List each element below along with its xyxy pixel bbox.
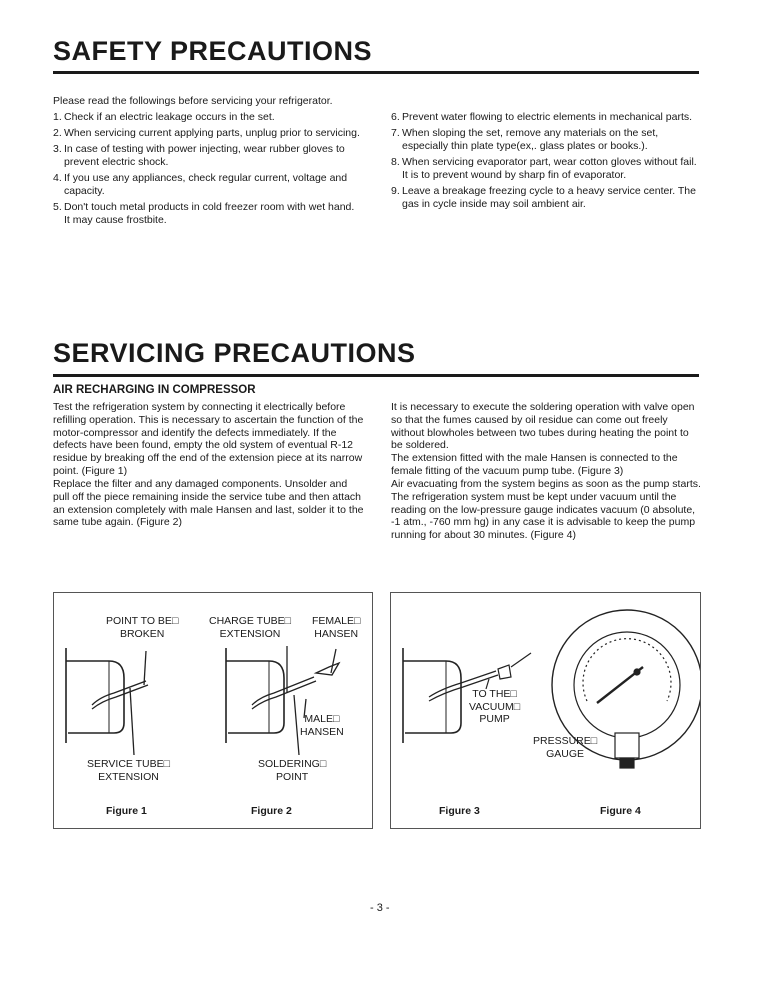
caption-figure-1: Figure 1 <box>106 805 147 817</box>
list-item: 3. In case of testing with power injecting, wear rubber gloves to prevent electric shock. <box>53 143 345 168</box>
servicing-rule <box>53 374 699 377</box>
list-item: 9. Leave a breakage freezing cycle to a heavy service center. The gas in cycle inside may soil ambient air. <box>391 185 696 210</box>
caption-figure-3: Figure 3 <box>439 805 480 817</box>
figure-box-1-2 <box>53 592 373 829</box>
label-to-the-vacuum-pump: TO THE□ VACUUM□ PUMP <box>469 688 521 725</box>
paragraph-soldering: It is necessary to execute the soldering operation with valve open so that the fumes caused by oil residue can come out freely without blowholes between two tubes during heating the point to be soldered. <box>391 401 695 452</box>
label-soldering-point: SOLDERING□ POINT <box>258 758 327 783</box>
label-charge-tube-extension: CHARGE TUBE□ EXTENSION <box>209 615 291 640</box>
safety-title: SAFETY PRECAUTIONS <box>53 36 373 66</box>
list-item: 4. If you use any appliances, check regular current, voltage and capacity. <box>53 172 348 197</box>
page-number: - 3 - <box>370 902 390 914</box>
caption-figure-2: Figure 2 <box>251 805 292 817</box>
figure-box-3-4 <box>390 592 701 829</box>
servicing-title: SERVICING PRECAUTIONS <box>53 338 416 368</box>
label-pressure-gauge: PRESSURE□ GAUGE <box>533 735 598 760</box>
list-item: 8. When servicing evaporator part, wear cotton gloves without fail. It is to prevent wound by sharp fin of evaporator. <box>391 156 697 181</box>
safety-rule <box>53 71 699 74</box>
label-point-to-be-broken: POINT TO BE□ BROKEN <box>106 615 179 640</box>
list-item: 5. Don't touch metal products in cold freezer room with wet hand. It may cause frostbite. <box>53 201 355 226</box>
paragraph-figure2: Replace the filter and any damaged components. Unsolder and pull off the piece remaining inside the service tube and then attach an extension completely with male Hansen and last, solder it to the same tube again. (Figure 2) <box>53 478 364 529</box>
paragraph-figure1: Test the refrigeration system by connecting it electrically before refilling operation. This is necessary to ascertain the function of the motor-compressor and identify the defects immediately. If the defects have been found, empty the old system of eventual R-12 residue by breaking off the end of the extension piece at its narrow point. (Figure 1) <box>53 401 364 477</box>
paragraph-figure3: The extension fitted with the male Hansen is connected to the female fitting of the vacuum pump tube. (Figure 3) <box>391 452 678 477</box>
safety-list-left <box>53 111 363 230</box>
safety-intro: Please read the followings before servicing your refrigerator. <box>53 95 333 107</box>
list-item: 6. Prevent water flowing to electric elements in mechanical parts. <box>391 111 693 123</box>
list-item: 7. When sloping the set, remove any materials on the set, especially thin plate type(ex,. glass plates or books.). <box>391 127 659 152</box>
safety-list-right <box>391 111 701 214</box>
label-male-hansen: MALE□ HANSEN <box>300 713 344 738</box>
caption-figure-4: Figure 4 <box>600 805 641 817</box>
vacuum-pump-diagram <box>391 593 700 828</box>
label-service-tube-extension: SERVICE TUBE□ EXTENSION <box>87 758 170 783</box>
paragraph-figure4: Air evacuating from the system begins as soon as the pump starts. The refrigeration system must be kept under vacuum until the reading on the low-pressure gauge indicates vacuum (0 absolute, -1 atm., -760 mm hg) in any case it is advisable to keep the pump running for about 30 minutes. (Figure 4) <box>391 478 701 542</box>
list-item: 2. When servicing current applying parts, unplug prior to servicing. <box>53 127 360 139</box>
label-female-hansen: FEMALE□ HANSEN <box>312 615 361 640</box>
list-item: 1. Check if an electric leakage occurs in the set. <box>53 111 275 123</box>
section-subhead: AIR RECHARGING IN COMPRESSOR <box>53 384 256 396</box>
